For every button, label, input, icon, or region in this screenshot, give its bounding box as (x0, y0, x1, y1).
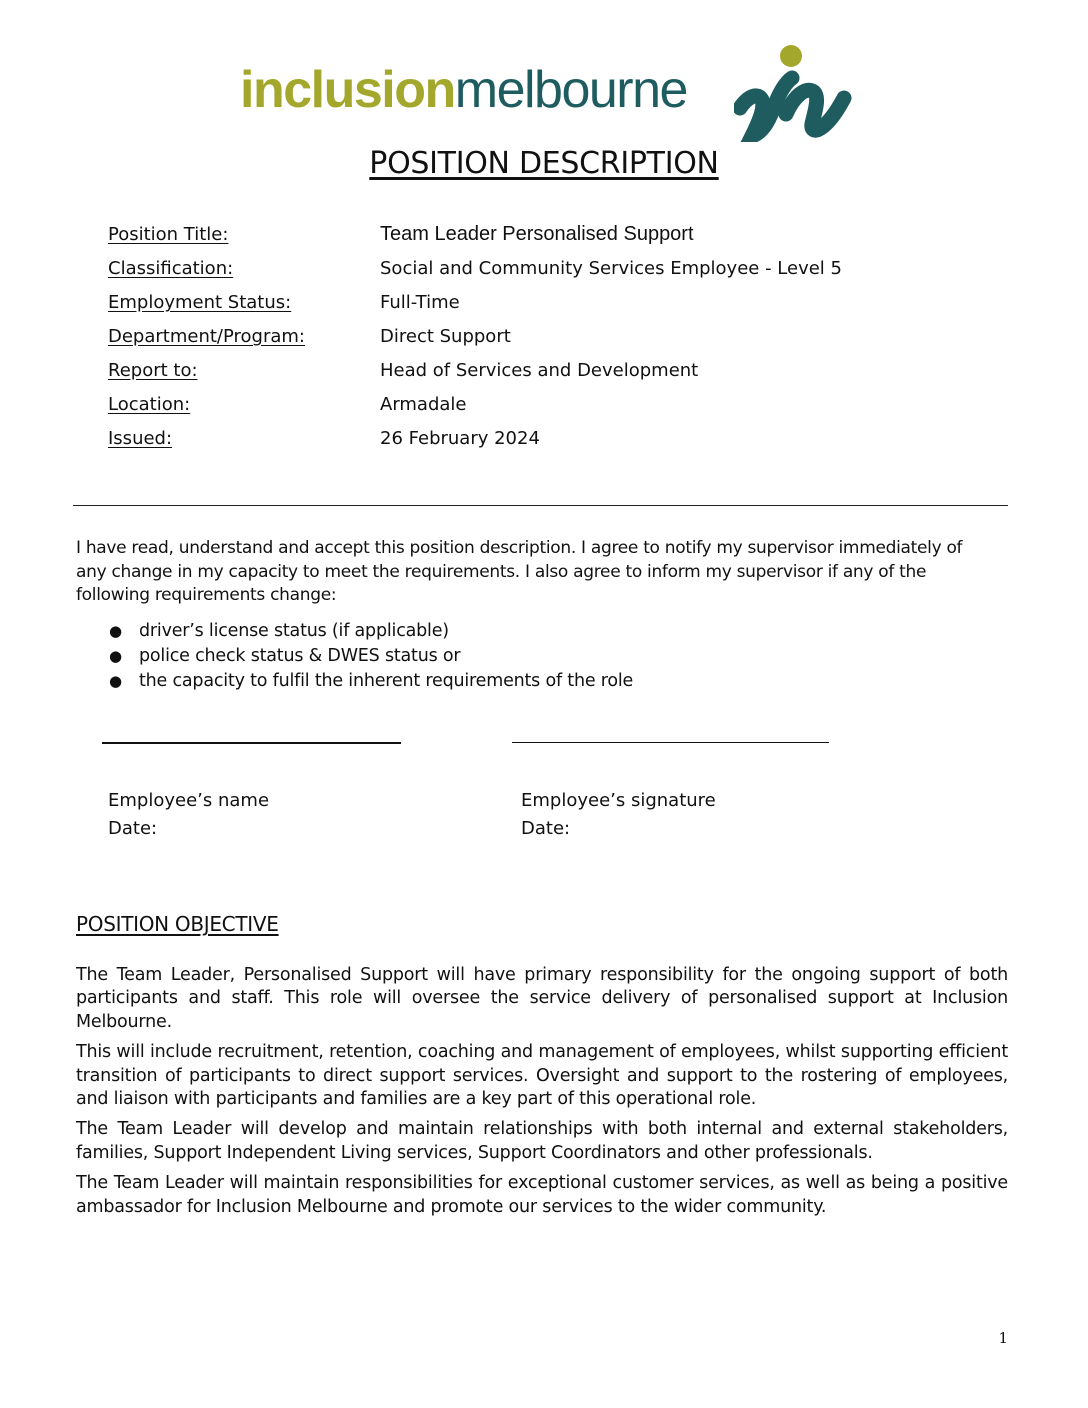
detail-label: Classification: (108, 258, 234, 279)
detail-value: Social and Community Services Employee - Level 5 (380, 258, 842, 279)
page-number: 1 (998, 1329, 1008, 1347)
detail-value: Armadale (380, 394, 467, 415)
detail-label: Employment Status: (108, 292, 292, 313)
bullet-icon: ● (109, 646, 122, 665)
section-heading-objective: POSITION OBJECTIVE (76, 912, 279, 936)
detail-label: Department/Program: (108, 326, 305, 347)
page-title: POSITION DESCRIPTION (369, 146, 719, 181)
logo-word-inclusion: inclusion (240, 61, 455, 119)
list-item (108, 619, 633, 644)
detail-label: Issued: (108, 428, 173, 449)
objective-body (76, 964, 1008, 1226)
name-date-label: Date: (108, 818, 158, 839)
paragraph: The Team Leader, Personalised Support will have primary responsibility for the ongoing support of both participants and staff. This role will oversee the service delivery of personalised support at Inclusion Melbourne. (76, 965, 1008, 1032)
requirements-list (108, 619, 633, 693)
acknowledgement-text: I have read, understand and accept this position description. I agree to notify my supervisor immediately of any change in my capacity to meet the requirements. I also agree to inform my supervisor if any of the following requirements change: (76, 538, 963, 605)
detail-value: Team Leader Personalised Support (380, 223, 694, 245)
employee-name-label: Employee’s name (108, 790, 270, 811)
logo-word-melbourne: melbourne (454, 61, 687, 119)
detail-value: Full-Time (380, 292, 460, 313)
employee-signature-line (512, 742, 829, 743)
detail-value: Direct Support (380, 326, 511, 347)
bullet-icon: ● (109, 622, 122, 640)
logo-wordmark (240, 61, 687, 119)
detail-value: Head of Services and Development (380, 360, 699, 381)
horizontal-divider (73, 505, 1008, 506)
employee-signature-label: Employee’s signature (521, 790, 716, 811)
detail-value: 26 February 2024 (380, 428, 540, 449)
paragraph: This will include recruitment, retention, coaching and management of employees, whilst supporting efficient transition of participants to direct support services. Oversight and support to the rostering of employees, and liaison with participants and families are a key part of this operational role. (76, 1042, 1008, 1110)
list-item-text: the capacity to fulfil the inherent requirements of the role (139, 670, 634, 691)
detail-label: Location: (108, 394, 191, 415)
signature-date-label: Date: (521, 818, 571, 839)
bullet-icon: ● (109, 671, 122, 690)
detail-label: Position Title: (108, 224, 229, 245)
list-item-text: driver’s license status (if applicable) (139, 621, 449, 641)
detail-label: Report to: (108, 360, 198, 381)
employee-name-line (102, 742, 401, 744)
list-item-text: police check status & DWES status or (139, 645, 461, 666)
inclusion-melbourne-logo-mark-icon (734, 40, 854, 142)
organisation-logo (240, 40, 860, 144)
paragraph: The Team Leader will maintain responsibilities for exceptional customer services, as well as being a positive ambassador for Inclusion Melbourne and promote our services to the wider community. (76, 1173, 1008, 1217)
list-item (108, 644, 633, 669)
list-item (108, 669, 633, 694)
paragraph: The Team Leader will develop and maintain relationships with both internal and external stakeholders, families, Support Independent Living services, Support Coordinators and other professionals. (76, 1119, 1008, 1163)
